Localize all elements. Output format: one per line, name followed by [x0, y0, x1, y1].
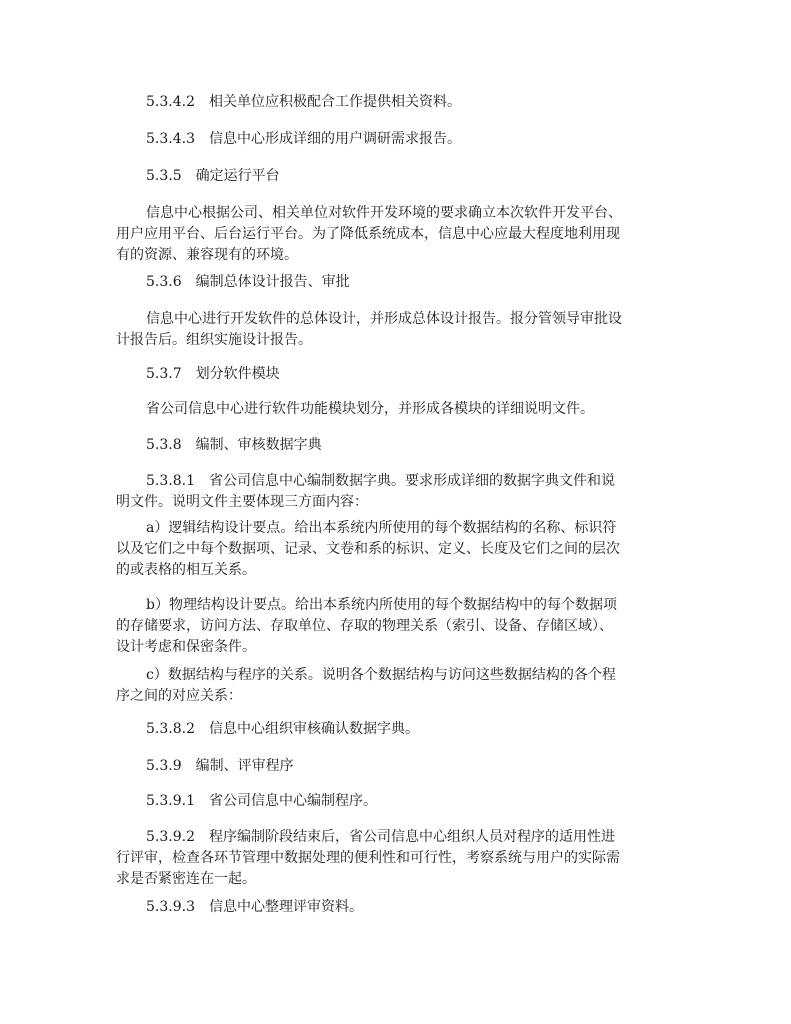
paragraph-line: 的存储要求，访问方法、存取单位、存取的物理关系（索引、设备、存储区域）、 — [116, 618, 613, 634]
paragraph-line: 信息中心根据公司、相关单位对软件开发环境的要求确立本次软件开发平台、 — [146, 205, 622, 221]
paragraph-line: 5.3.9.1 省公司信息中心编制程序。 — [146, 793, 377, 809]
paragraph-line: 5.3.9 编制、评审程序 — [146, 758, 294, 774]
paragraph-line: 求是否紧密连在一起。 — [116, 871, 256, 887]
section-5-3-7-body — [146, 399, 686, 420]
paragraph-line: 5.3.9.2 程序编制阶段结束后，省公司信息中心组织人员对程序的适用性进 — [146, 829, 615, 845]
item-c-data-program-relation — [116, 665, 686, 707]
item-b-physical-structure — [116, 595, 686, 658]
paragraph-line: 设计考虑和保密条件。 — [116, 639, 256, 655]
section-5-3-9-3 — [146, 897, 686, 918]
paragraph-line: 信息中心进行开发软件的总体设计，并形成总体设计报告。报分管领导审批设 — [146, 311, 622, 327]
paragraph-line: 5.3.4.2 相关单位应积极配合工作提供相关资料。 — [146, 94, 461, 110]
paragraph-line: 5.3.4.3 信息中心形成详细的用户调研需求报告。 — [146, 131, 461, 147]
paragraph-line: 以及它们之中每个数据项、记录、文卷和系的标识、定义、长度及它们之间的层次 — [116, 541, 620, 557]
section-5-3-8-1 — [116, 471, 686, 513]
paragraph-line: 5.3.9.3 信息中心整理评审资料。 — [146, 899, 363, 915]
paragraph-line: c）数据结构与程序的关系。说明各个数据结构与访问这些数据结构的各个程 — [146, 667, 616, 683]
paragraph-line: 有的资源、兼容现有的环境。 — [116, 247, 298, 263]
section-5-3-4-3 — [146, 129, 686, 150]
section-5-3-5-body — [116, 203, 686, 266]
section-5-3-6-heading — [146, 272, 686, 293]
paragraph-line: 5.3.5 确定运行平台 — [146, 168, 280, 184]
paragraph-line: 的或表格的相互关系。 — [116, 562, 256, 578]
paragraph-line: 5.3.8.2 信息中心组织审核确认数据字典。 — [146, 721, 419, 737]
paragraph-line: 5.3.8.1 省公司信息中心编制数据字典。要求形成详细的数据字典文件和说 — [146, 473, 615, 489]
paragraph-line: 序之间的对应关系： — [116, 688, 242, 704]
paragraph-line: 5.3.7 划分软件模块 — [146, 366, 280, 382]
section-5-3-8-2 — [146, 719, 686, 740]
paragraph-line: b）物理结构设计要点。给出本系统内所使用的每个数据结构中的每个数据项 — [146, 597, 617, 613]
paragraph-line: a）逻辑结构设计要点。给出本系统内所使用的每个数据结构的名称、标识符 — [146, 520, 617, 536]
paragraph-line: 用户应用平台、后台运行平台。为了降低系统成本，信息中心应最大程度地利用现 — [116, 226, 620, 242]
section-5-3-9-1 — [146, 791, 686, 812]
paragraph-line: 计报告后。组织实施设计报告。 — [116, 332, 312, 348]
paragraph-line: 明文件。说明文件主要体现三方面内容： — [116, 494, 368, 510]
section-5-3-5-heading — [146, 166, 686, 187]
paragraph-line: 行评审，检查各环节管理中数据处理的便利性和可行性，考察系统与用户的实际需 — [116, 850, 620, 866]
section-5-3-9-heading — [146, 756, 686, 777]
paragraph-line: 省公司信息中心进行软件功能模块划分，并形成各模块的详细说明文件。 — [146, 401, 594, 417]
section-5-3-8-heading — [146, 435, 686, 456]
item-a-logical-structure — [116, 518, 686, 581]
paragraph-line: 5.3.6 编制总体设计报告、审批 — [146, 274, 350, 290]
section-5-3-4-2 — [146, 92, 686, 113]
section-5-3-7-heading — [146, 364, 686, 385]
section-5-3-6-body — [116, 309, 686, 351]
section-5-3-9-2 — [116, 827, 686, 890]
paragraph-line: 5.3.8 编制、审核数据字典 — [146, 437, 322, 453]
